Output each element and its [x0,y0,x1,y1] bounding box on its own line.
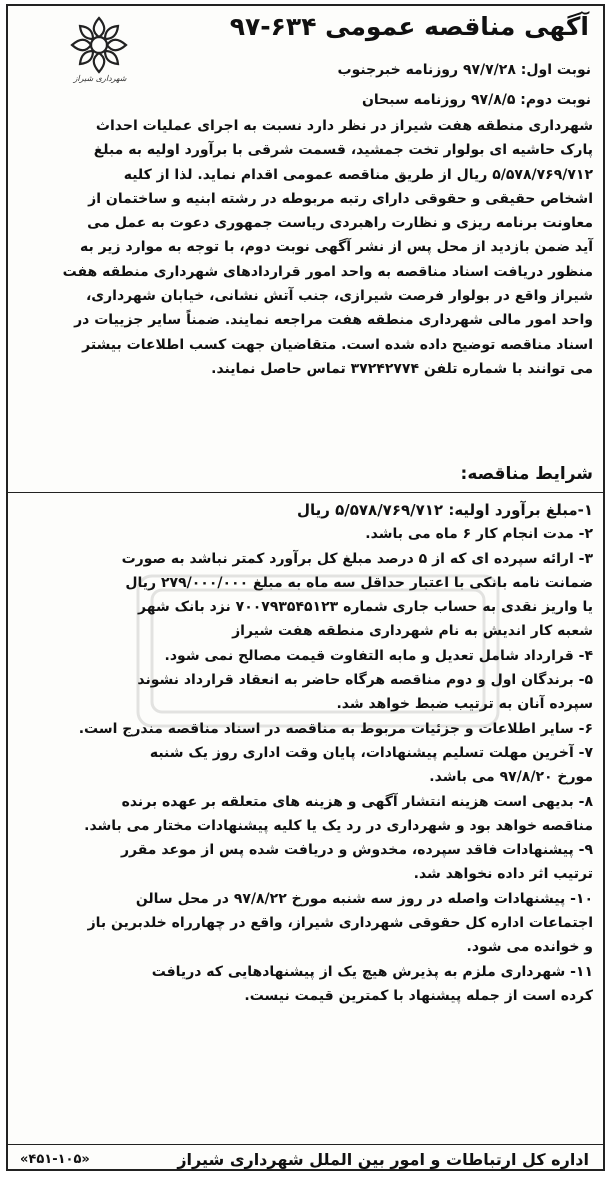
condition-line: شعبه کار اندیش به نام شهرداری منطقه هفت شیراز [232,623,593,640]
intro-line: می توانند با شماره تلفن ۳۷۲۴۲۷۷۴ تماس حاصل نمایند. [211,360,593,377]
condition-line: سپرده آنان به ترتیب ضبط خواهد شد. [336,696,593,713]
condition-line: ۱-مبلغ برآورد اولیه: ۵/۵۷۸/۷۶۹/۷۱۲ ریال [296,501,593,519]
condition-line: یا واریز نقدی به حساب جاری شماره ۷۰۰۷۹۳۵۴۵۱۲۳ نزد بانک شهر [138,599,593,616]
intro-line: آید ضمن بازدید از محل پس از نشر آگهی نوبت دوم، با توجه به موارد زیر به [79,239,593,256]
publication-first: نوبت اول: ۹۷/۷/۲۸ روزنامه خبرجنوب [337,62,591,78]
condition-line: ۱۰- پیشنهادات واصله در روز سه شنبه مورخ ۹۷/۸/۲۲ در محل سالن [135,890,593,907]
condition-line: ۴- قرارداد شامل تعدیل و مابه التفاوت قیمت مصالح نمی شود. [164,647,593,664]
intro-line: اسناد مناقصه توضیح داده شده است. متقاضیان جهت کسب اطلاعات بیشتر [82,336,593,353]
condition-line: مورخ ۹۷/۸/۲۰ می باشد. [429,769,593,786]
intro-line: شهرداری منطقه هفت شیراز در نظر دارد نسبت به اجرای عملیات احداث [95,118,593,134]
footer-organization: اداره کل ارتباطات و امور بین الملل شهرداری شیراز [177,1150,589,1169]
intro-paragraph [15,114,593,381]
notice-title: آگهی مناقصه عمومی ۶۳۴-۹۷ [229,12,589,41]
condition-line: مناقصه خواهد بود و شهرداری در رد یک یا کلیه پیشنهادات مختار می باشد. [84,817,593,834]
conditions-list [15,498,593,1008]
condition-line: ۲- مدت انجام کار ۶ ماه می باشد. [365,526,593,543]
condition-line: ۳- ارائه سپرده ای که از ۵ درصد مبلغ کل برآورد کمتر نباشد به صورت [121,550,593,567]
condition-line: اجتماعات اداره کل حقوقی شهرداری شیراز، واقع در چهارراه خلدبرین باز [87,915,593,932]
intro-line: اشخاص حقیقی و حقوقی دارای رتبه مربوطه در رشته ابنیه و ساختمان از [88,190,593,207]
notice-header [8,6,603,108]
conditions-heading: شرایط مناقصه: [460,464,593,484]
condition-line: ۱۱- شهرداری ملزم به پذیرش هیچ یک از پیشنهادهایی که دریافت [151,963,593,980]
condition-line: ۷- آخرین مهلت تسلیم پیشنهادات، پایان وقت اداری روز یک شنبه [149,744,593,761]
condition-line: ضمانت نامه بانکی با اعتبار حداقل سه ماه به مبلغ ۲۷۹/۰۰۰/۰۰۰ ریال [125,574,593,591]
intro-line: ۵/۵۷۸/۷۶۹/۷۱۲ ریال از طریق مناقصه عمومی اقدام نماید. لذا از کلیه [123,166,593,183]
condition-line: و خوانده می شود. [466,939,593,956]
shiraz-municipality-logo-icon [68,14,130,76]
intro-line: واحد امور مالی شهرداری منطقه هفت مراجعه نمایند. ضمناً سایر جزییات در [74,312,593,329]
intro-line: منظور دریافت اسناد مناقصه به واحد امور قراردادهای شهرداری منطقه هفت [62,263,593,280]
publication-second: نوبت دوم: ۹۷/۸/۵ روزنامه سبحان [361,92,591,108]
footer-code: «۴۵۱-۱۰۵» [20,1152,90,1167]
condition-line: ۵- برندگان اول و دوم مناقصه هرگاه حاضر به انعقاد قرارداد نشوند [137,672,593,689]
logo-caption: شهرداری شیراز [73,74,127,83]
heading-divider [8,492,603,493]
intro-line: شیراز واقع در بولوار فرصت شیرازی، جنب آتش نشانی، خیابان شهرداری، [85,288,593,305]
condition-line: ۹- پیشنهادات فاقد سپرده، مخدوش و دریافت شده پس از موعد مقرر [120,842,593,859]
condition-line: کرده است از جمله پیشنهاد با کمترین قیمت نیست. [244,987,593,1004]
condition-line: ترتیب اثر داده نخواهد شد. [413,866,593,883]
condition-line: ۸- بدیهی است هزینه انتشار آگهی و هزینه های متعلقه بر عهده برنده [121,793,593,810]
intro-line: پارک حاشیه ای بولوار تخت جمشید، قسمت شرقی با برآورد اولیه به مبلغ [93,142,593,159]
condition-line: ۶- سایر اطلاعات و جزئیات مربوط به مناقصه در اسناد مناقصه مندرج است. [78,720,593,737]
intro-line: معاونت برنامه ریزی و نظارت راهبردی ریاست جمهوری دعوت به عمل می [87,215,593,232]
footer-divider [8,1144,603,1145]
tender-notice [6,4,605,1171]
